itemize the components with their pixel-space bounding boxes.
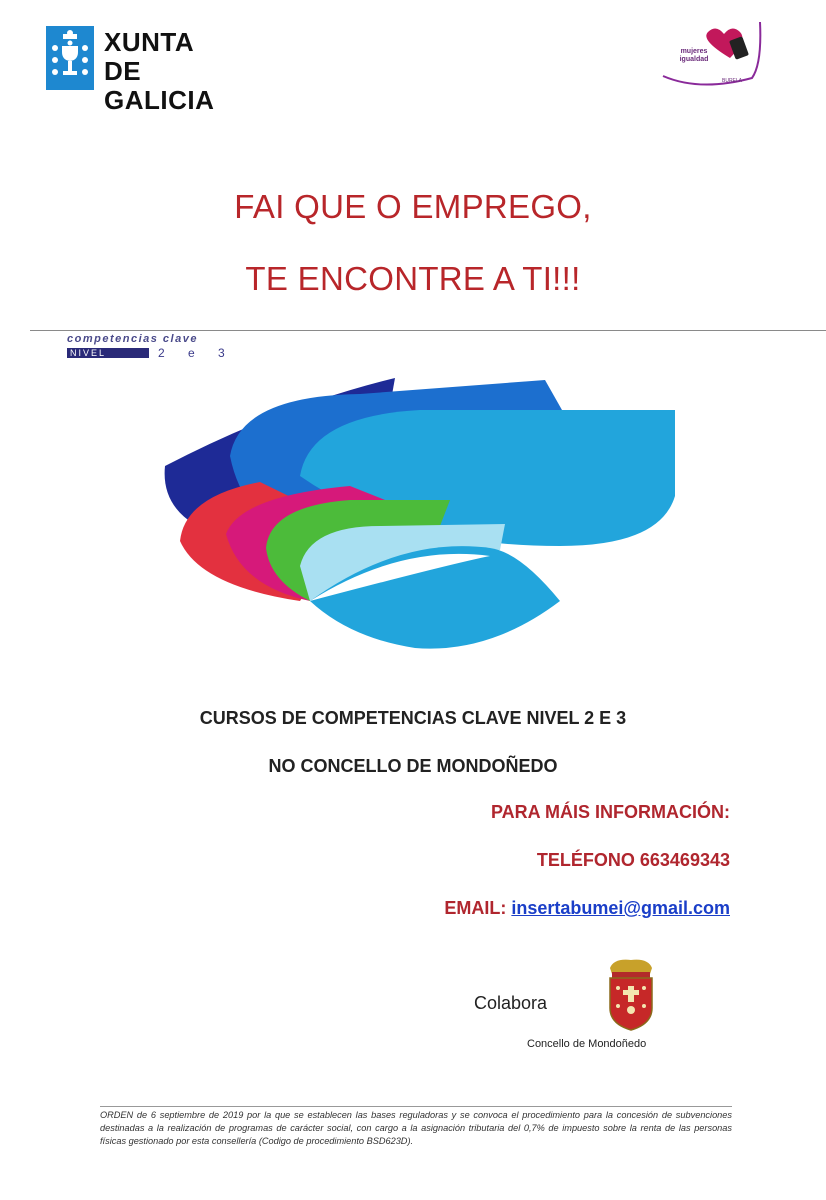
legal-divider bbox=[100, 1106, 732, 1107]
headline-line-1: FAI QUE O EMPREGO, bbox=[234, 188, 592, 225]
course-location: NO CONCELLO DE MONDOÑEDO bbox=[268, 756, 558, 776]
email-label: EMAIL: bbox=[444, 898, 507, 918]
program-logo-levels: 2 e 3 bbox=[158, 346, 235, 360]
xunta-shield-icon bbox=[46, 26, 94, 90]
program-logo-title: competencias clave bbox=[67, 333, 198, 345]
email-line bbox=[444, 898, 730, 919]
xunta-wordmark bbox=[104, 28, 256, 115]
partner-logo-line-1: mujeres bbox=[680, 48, 708, 55]
headline-line-2: TE ENCONTRE A TI!!! bbox=[245, 260, 581, 297]
divider bbox=[30, 330, 826, 331]
phone-number: TELÉFONO 663469343 bbox=[536, 850, 730, 870]
program-logo-nivel: NIVEL bbox=[70, 348, 107, 358]
coat-of-arms-icon bbox=[604, 958, 658, 1032]
legal-notice: ORDEN de 6 septiembre de 2019 por la que se establecen las bases reguladoras y se convoca el procedimiento para la concesión de subvenciones destinadas a la realización de programas de carácter social, con cargo a la asignación tributaria del 0,7% de impuesto sobre la renta de las personas físicas gestionado por esta consellería (Codigo de procedimiento BSD623D). bbox=[100, 1110, 732, 1146]
collaboration-label: Colabora bbox=[474, 993, 548, 1013]
more-info-heading: PARA MÁIS INFORMACIÓN: bbox=[491, 802, 730, 822]
xunta-line-1: XUNTA bbox=[104, 27, 195, 57]
email-link[interactable]: insertabumei@gmail.com bbox=[511, 898, 730, 918]
xunta-de-galicia-logo bbox=[46, 26, 256, 115]
partner-logo-subtitle: BURELA bbox=[722, 78, 743, 84]
partner-logo-text bbox=[672, 48, 716, 64]
partner-logo-line-2: igualdad bbox=[679, 56, 709, 63]
course-title: CURSOS DE COMPETENCIAS CLAVE NIVEL 2 E 3 bbox=[199, 708, 627, 728]
mujeres-igualdad-logo bbox=[660, 18, 770, 92]
xunta-line-2: DE GALICIA bbox=[104, 56, 215, 115]
competencias-clave-graphic bbox=[160, 376, 680, 656]
coat-of-arms-caption: Concello de Mondoñedo bbox=[527, 1038, 647, 1050]
